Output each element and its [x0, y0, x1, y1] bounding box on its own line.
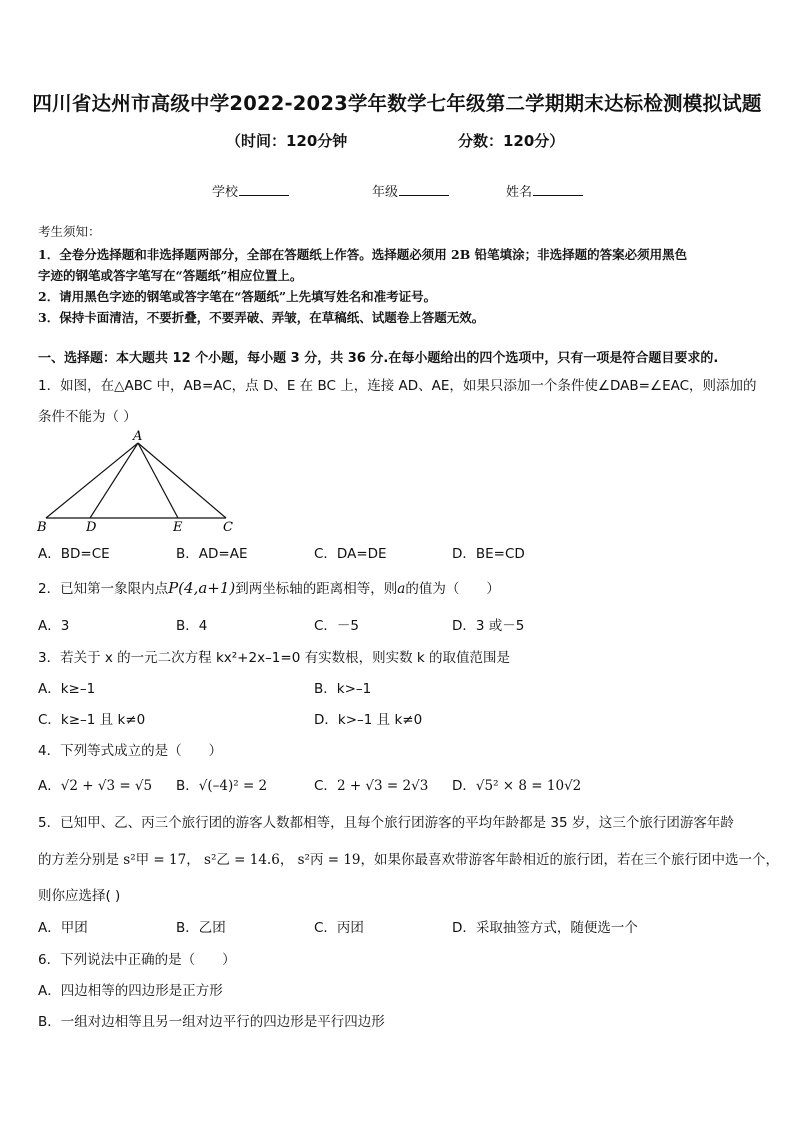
notice-heading: 考生须知： — [38, 224, 101, 239]
q4-expr-a: √2 + √3 = √5 — [60, 778, 153, 794]
question-5-text-cont: 的方差分别是 s²甲 = 17， s²乙 = 14.6， s²丙 = 19，如果你最喜欢带游客年龄相近的旅行团，若在三个旅行团中选一个， — [38, 852, 780, 868]
school-blank — [239, 183, 289, 196]
notice-item: 字迹的钢笔或答字笔写在“答题纸”相应位置上。 — [38, 268, 303, 283]
question-2-text: 2．已知第一象限内点P(4,a+1)到两坐标轴的距离相等，则a的值为（ ） — [38, 579, 500, 597]
q5-option-c: C．丙团 — [314, 920, 364, 936]
name-field — [506, 181, 583, 200]
q1-option-d: D．BE=CD — [452, 546, 525, 562]
question-5-text-end: 则你应选择( ) — [38, 888, 121, 904]
variance-jia: s²甲 = 17 — [123, 852, 187, 868]
name-blank — [533, 183, 583, 196]
notice-item: 1．全卷分选择题和非选择题两部分，全部在答题纸上作答。选择题必须用 2B 铅笔填涂；非选择题的答案必须用黑色 — [38, 247, 688, 262]
question-5-text: 5．已知甲、乙、丙三个旅行团的游客人数都相等，且每个旅行团游客的平均年龄都是 35 岁，这三个旅行团游客年龄 — [38, 815, 734, 831]
q4-option-a: A．√2 + √3 = √5 — [38, 778, 153, 794]
notice-item: 2．请用黑色字迹的钢笔或答字笔在“答题纸”上先填写姓名和准考证号。 — [38, 289, 437, 304]
grade-blank — [399, 183, 449, 196]
variance-bing: s²丙 = 19 — [297, 852, 361, 868]
q6-option-a: A．四边相等的四边形是正方形 — [38, 983, 223, 999]
q2-option-a: A．3 — [38, 618, 70, 634]
section-heading: 一、选择题：本大题共 12 个小题，每小题 3 分，共 36 分.在每小题给出的四个选项中，只有一项是符合题目要求的. — [38, 351, 719, 366]
q4-option-b: B．√(–4)² = 2 — [176, 778, 268, 794]
triangle-figure — [30, 428, 250, 536]
question-1-text: 1．如图，在△ABC 中，AB=AC，点 D、E 在 BC 上，连接 AD、AE，如果只添加一个条件使∠DAB=∠EAC，则添加的 — [38, 378, 757, 394]
q5-option-d: D．采取抽签方式，随便选一个 — [452, 920, 638, 936]
variable-a: a — [397, 581, 406, 597]
q5-option-b: B．乙团 — [176, 920, 226, 936]
q3-option-a: A．k≥–1 — [38, 681, 96, 697]
label-a: A — [133, 429, 143, 444]
school-label: 学校 — [212, 185, 239, 200]
q5-option-a: A．甲团 — [38, 920, 88, 936]
grade-label: 年级 — [372, 185, 399, 200]
q3-option-c: C．k≥–1 且 k≠0 — [38, 712, 146, 728]
label-e: E — [173, 520, 183, 535]
q2-option-d: D．3 或－5 — [452, 618, 525, 634]
label-c: C — [223, 520, 233, 535]
point-p: P(4,a+1) — [168, 579, 236, 597]
q3-option-d: D．k>–1 且 k≠0 — [314, 712, 423, 728]
q6-option-b: B．一组对边相等且另一组对边平行的四边形是平行四边形 — [38, 1014, 385, 1030]
q1-option-c: C．DA=DE — [314, 546, 387, 562]
q1-option-b: B．AD=AE — [176, 546, 248, 562]
time-label: （时间：120分钟 — [226, 132, 348, 150]
q2-option-c: C．－5 — [314, 618, 360, 634]
question-1-text-cont: 条件不能为（ ） — [38, 409, 137, 425]
question-3-text: 3．若关于 x 的一元二次方程 kx²+2x–1=0 有实数根，则实数 k 的取值范围是 — [38, 650, 510, 666]
variance-yi: s²乙 = 14.6 — [204, 852, 280, 868]
q1-option-a: A．BD=CE — [38, 546, 110, 562]
q3-option-b: B．k>–1 — [314, 681, 372, 697]
label-b: B — [37, 520, 47, 535]
q4-expr-c: 2 + √3 = 2√3 — [336, 778, 429, 794]
q4-expr-d: √5² × 8 = 10√2 — [475, 778, 582, 794]
score-label: 分数：120分） — [458, 132, 565, 150]
question-4-text: 4．下列等式成立的是（ ） — [38, 743, 223, 759]
page-title: 四川省达州市高级中学2022-2023学年数学七年级第二学期期末达标检测模拟试题 — [32, 92, 762, 115]
grade-field — [372, 181, 449, 200]
q4-expr-b: √(–4)² = 2 — [198, 778, 268, 794]
school-field — [212, 181, 289, 200]
notice-item: 3．保持卡面清洁，不要折叠，不要弄破、弄皱，在草稿纸、试题卷上答题无效。 — [38, 310, 485, 325]
name-label: 姓名 — [506, 185, 533, 200]
label-d: D — [86, 520, 97, 535]
q2-option-b: B．4 — [176, 618, 208, 634]
q4-option-d: D．√5² × 8 = 10√2 — [452, 778, 582, 794]
question-6-text: 6．下列说法中正确的是（ ） — [38, 952, 236, 968]
q4-option-c: C．2 + √3 = 2√3 — [314, 778, 429, 794]
